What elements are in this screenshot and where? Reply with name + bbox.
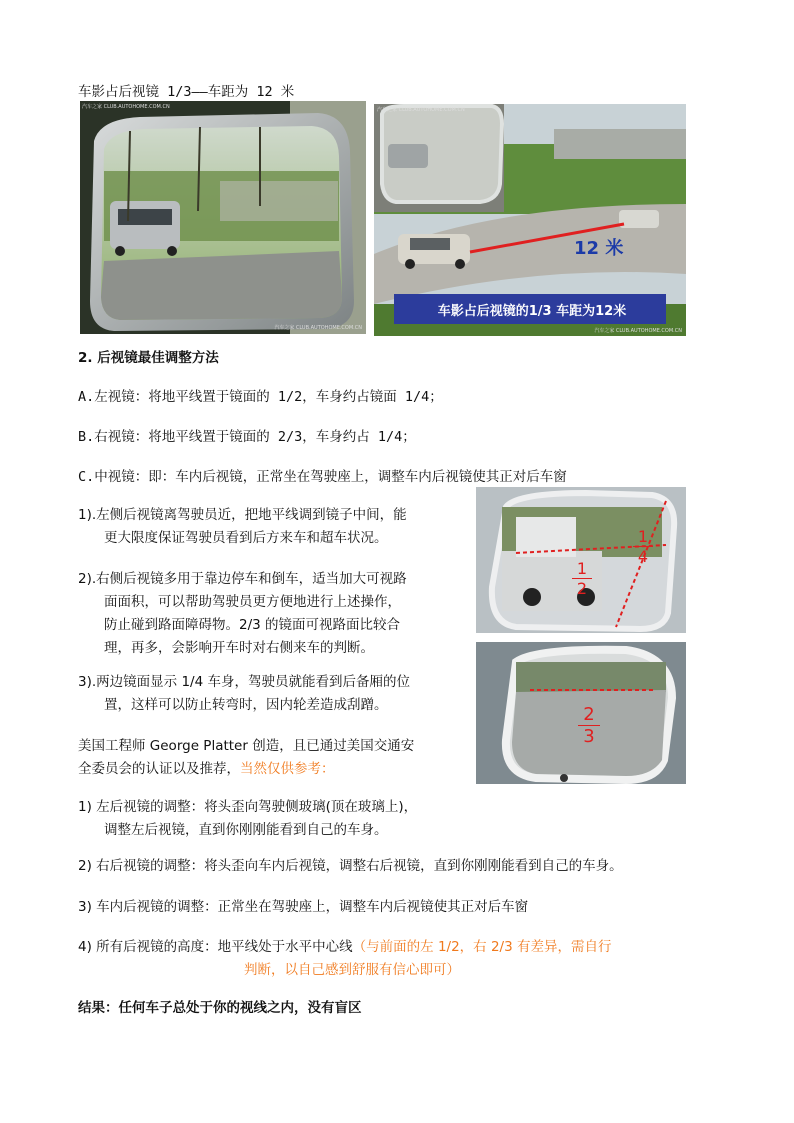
- mirror-photo-left: [80, 101, 366, 334]
- section-heading: 2. 后视镜最佳调整方法: [78, 350, 219, 366]
- point2-line3: 防止碰到路面障碍物。2/3 的镜面可视路面比较合: [104, 617, 401, 633]
- fraction-two-thirds-numerator: 2: [583, 704, 595, 725]
- caption-top: 车影占后视镜 1/3——车距为 12 米: [78, 84, 295, 100]
- mirror-photo-two-thirds: [476, 642, 686, 784]
- point2-line2: 面面积，可以帮助驾驶员更方便地进行上述操作，: [104, 594, 401, 610]
- platter-line1: 美国工程师 George Platter 创造，且已通过美国交通安: [78, 738, 415, 754]
- platter-disclaimer: 当然仅供参考：: [240, 761, 335, 777]
- item-b: B.右视镜：将地平线置于镜面的 2/3，车身约占 1/4；: [78, 429, 416, 445]
- step1-line2: 调整左后视镜，直到你刚刚能看到自己的车身。: [104, 822, 388, 838]
- distance-label: 12 米: [574, 238, 624, 259]
- fraction-half: [572, 559, 592, 598]
- fraction-quarter-denominator: 4: [633, 546, 653, 566]
- point2-line4: 理，再多，会影响开车时对右侧来车的判断。: [104, 640, 374, 656]
- fraction-two-thirds: [578, 704, 600, 747]
- point3-line2: 置，这样可以防止转弯时，因内轮差造成刮蹭。: [104, 697, 388, 713]
- mirror-photo-half-quarter: [476, 487, 686, 633]
- fraction-half-numerator: 1: [576, 559, 588, 578]
- platter-line2-text: 全委员会的认证以及推荐，: [78, 761, 240, 777]
- caption-banner: 车影占后视镜的1/3 车距为12米: [437, 304, 627, 319]
- fraction-half-denominator: 2: [572, 578, 592, 598]
- point3-line1: 3).两边镜面显示 1/4 车身，驾驶员就能看到后备厢的位: [78, 674, 410, 690]
- item-a: A.左视镜：将地平线置于镜面的 1/2，车身约占镜面 1/4；: [78, 389, 443, 405]
- fraction-quarter-numerator: 1: [637, 527, 649, 546]
- step2: 2) 右后视镜的调整：将头歪向车内后视镜，调整右后视镜，直到你刚刚能看到自己的车身。: [78, 858, 623, 874]
- watermark-top: 汽车之家 CLUB.AUTOHOME.COM.CN: [82, 104, 170, 110]
- watermark-top: 汽车之家 CLUB.AUTOHOME.COM.CN: [377, 107, 465, 113]
- point2-line1: 2).右侧后视镜多用于靠边停车和倒车，适当加大可视路: [78, 571, 407, 587]
- fraction-two-thirds-denominator: 3: [578, 725, 600, 747]
- watermark-bottom: 汽车之家 CLUB.AUTOHOME.COM.CN: [274, 325, 362, 331]
- result: 结果：任何车子总处于你的视线之内，没有盲区: [78, 1000, 362, 1016]
- point1-line2: 更大限度保证驾驶员看到后方来车和超车状况。: [104, 530, 388, 546]
- step4-line1: [78, 935, 611, 955]
- item-c: C.中视镜：即：车内后视镜，正常坐在驾驶座上，调整车内后视镜使其正对后车窗: [78, 469, 567, 485]
- step4-note: （与前面的左 1/2，右 2/3 有差异，需自行: [352, 939, 612, 955]
- watermark-bottom: 汽车之家 CLUB.AUTOHOME.COM.CN: [594, 328, 682, 334]
- step1-line1: 1) 左后视镜的调整：将头歪向驾驶侧玻璃(顶在玻璃上)，: [78, 799, 418, 815]
- point1-line1: 1).左侧后视镜离驾驶员近，把地平线调到镜子中间，能: [78, 507, 407, 523]
- platter-line2: [78, 757, 335, 777]
- step4-text: 4) 所有后视镜的高度：地平线处于水平中心线: [78, 939, 353, 955]
- fraction-quarter: [633, 527, 653, 566]
- step3: 3) 车内后视镜的调整：正常坐在驾驶座上，调整车内后视镜使其正对后车窗: [78, 899, 529, 915]
- distance-scene-photo: [374, 104, 686, 336]
- step4-note-line2: 判断，以自己感到舒服有信心即可）: [244, 962, 460, 978]
